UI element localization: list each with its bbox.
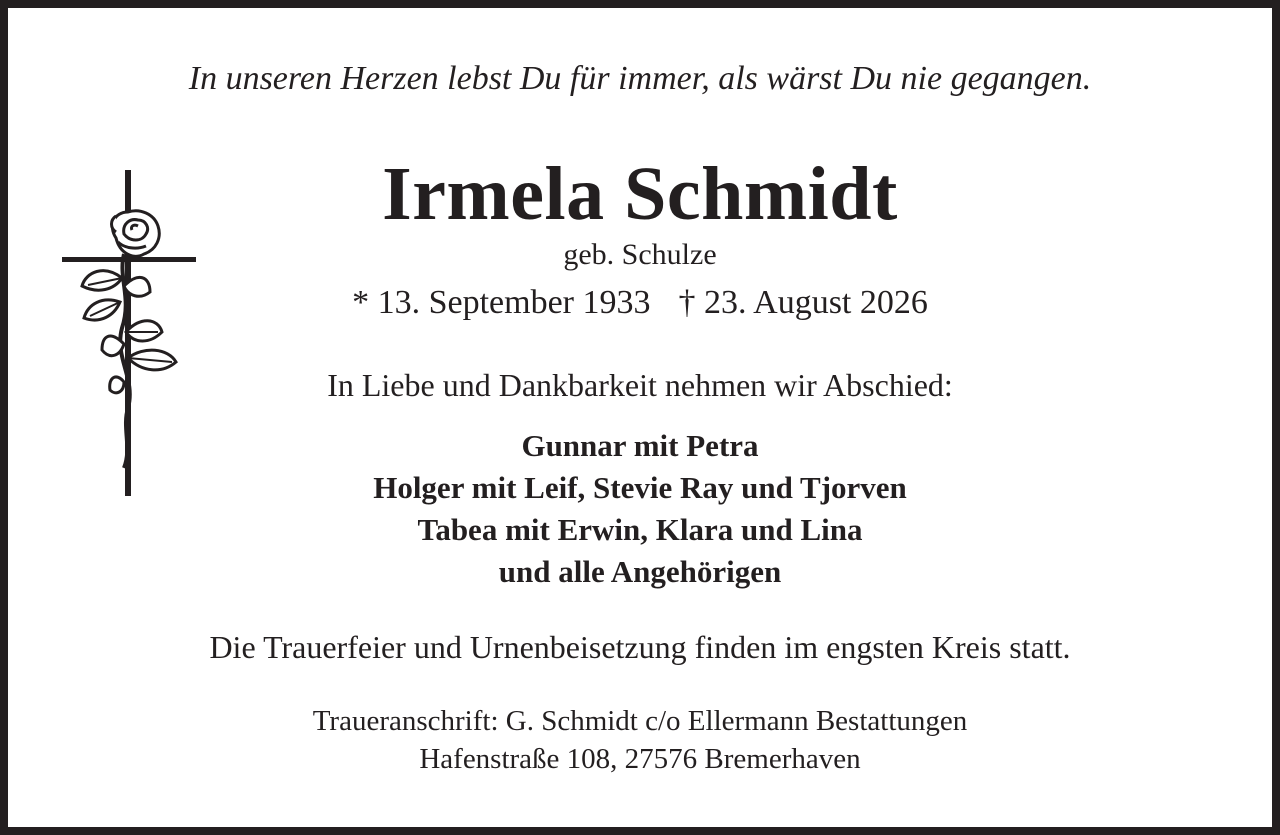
- mourner-line: Holger mit Leif, Stevie Ray und Tjorven: [373, 470, 907, 505]
- mourner-line: und alle Angehörigen: [498, 554, 782, 589]
- mourning-address: Traueranschrift: G. Schmidt c/o Ellermann Bestattungen: [312, 705, 968, 737]
- maiden-name: geb. Schulze: [563, 238, 717, 271]
- mourners-list: [0, 425, 1280, 593]
- death-date: † 23. August 2026: [678, 284, 928, 321]
- life-dates: [0, 286, 1280, 320]
- street-address: Hafenstraße 108, 27576 Bremerhaven: [419, 743, 861, 775]
- mourner-line: Tabea mit Erwin, Klara und Lina: [417, 512, 863, 547]
- motto: In unseren Herzen lebst Du für immer, als wärst Du nie gegangen.: [188, 60, 1092, 97]
- farewell-intro: In Liebe und Dankbarkeit nehmen wir Abschied:: [327, 367, 953, 403]
- deceased-name: Irmela Schmidt: [382, 152, 898, 236]
- ceremony-note: Die Trauerfeier und Urnenbeisetzung finden im engsten Kreis statt.: [209, 629, 1071, 665]
- birth-date: * 13. September 1933: [352, 284, 651, 321]
- mourner-line: Gunnar mit Petra: [521, 428, 759, 463]
